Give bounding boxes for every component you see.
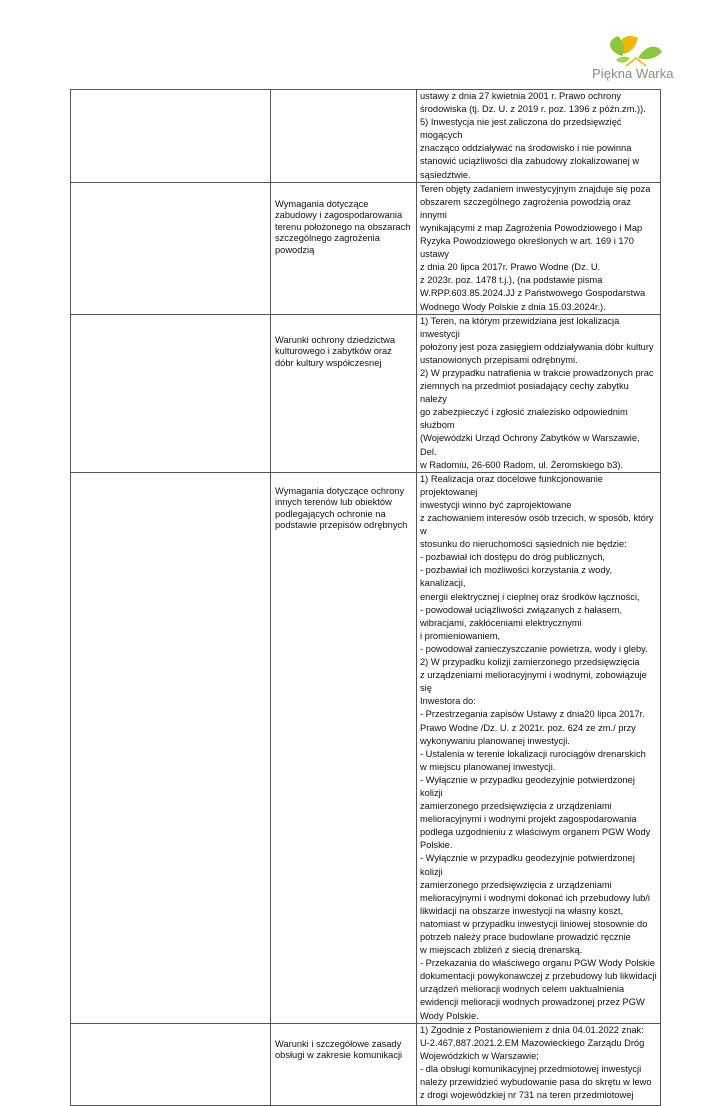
table-row [71, 472, 661, 1023]
row-content-cell [417, 90, 661, 183]
row-label: Warunki ochrony dziedzictwa kulturowego i zabytków oraz dóbr kultury współczesnej [275, 334, 396, 368]
row-content-cell [417, 182, 661, 314]
empty-cell [71, 90, 271, 183]
row-label-cell [271, 472, 417, 1023]
table-row [71, 90, 661, 183]
row-label: Wymagania dotyczące zabudowy i zagospodarowania terenu położonego na obszarach szczególnego zagrożenia powodzią [275, 198, 411, 255]
table-row [71, 182, 661, 314]
table-row [71, 314, 661, 472]
table-row [71, 1023, 661, 1105]
row-content: 1) Realizacja oraz docelowe funkcjonowanie projektowanej inwestycji winno być zaprojektowane z zachowaniem interesów osób trzecich, w sposób, który w stosunku do nieruchomości sąsiednich nie będzie: - pozbawiał ich dostępu do dróg publicznych, - pozbawiał ich możliwości korzystania z wody, kanalizacji, energii elektrycznej i cieplnej oraz środków łączności, - powodował uciążliwości związanych z hałasem, wibracjami, zakłóceniami elektrycznymi i promieniowaniem, - powodował zanieczyszczanie powietrza, wody i gleby. 2) W przypadku kolizji zamierzonego przedsięwzięcia z urządzeniami melioracyjnymi i wodnymi, zobowiązuje się Inwestora do: - Przestrzegania zapisów Ustawy z dnia20 lipca 2017r. Prawo Wodne /Dz. U. z 2021r. poz. 624 ze zm./ przy wykonywaniu planowanej inwestycji. - Ustalenia w terenie lokalizacji rurociągów drenarskich w miejscu planowanej inwestycji. - Wyłącznie w przypadku geodezyjnie potwierdzonej kolizji zamierzonego przedsięwzięcia z urządzeniami melioracyjnymi i wodnymi projekt zagospodarowania podlega uzgodnieniu z właściwym organem PGW Wody Polskie. - Wyłącznie w przypadku geodezyjnie potwierdzonej kolizji zamierzonego przedsięwzięcia z urządzeniami melioracyjnymi i wodnymi dokonać ich przebudowy lub/i likwidacji na obszarze inwestycji na własny koszt, natomiast w przypadku inwestycji liniowej stosownie do potrzeb należy prace budowlane prowadzić ręcznie w miejscach zbliżeń z siecią drenarską. - Przekazania do właściwego organu PGW Wody Polskie dokumentacji powykonawczej z przebudowy lub likwidacji urządzeń melioracji wodnych celem uaktualnienia ewidencji melioracji wodnych prowadzonej przez PGW Wody Polskie. [420, 473, 657, 1021]
row-label-cell [271, 314, 417, 472]
row-content-cell [417, 314, 661, 472]
row-content: 1) Teren, na którym przewidziana jest lokalizacja inwestycji położony jest poza zasięgiem oddziaływania dóbr kultury ustanowionych przepisami odrębnymi. 2) W przypadku natrafienia w trakcie prowadzonych prac ziemnych na przedmiot posiadający cechy zabytku należy go zabezpieczyć i zgłosić znalezisko odpowiednim służbom (Wojewódzki Urząd Ochrony Zabytków w Warszawie, Del. w Radomiu, 26-600 Radom, ul. Żeromskiego b3). [420, 315, 654, 470]
row-label-cell [271, 182, 417, 314]
empty-cell [71, 472, 271, 1023]
row-label-cell [271, 90, 417, 183]
row-label: Wymagania dotyczące ochrony innych terenów lub obiektów podlegających ochronie na podstawie przepisów odrębnych [275, 485, 408, 531]
row-content-cell [417, 472, 661, 1023]
empty-cell [71, 314, 271, 472]
row-content-cell [417, 1023, 661, 1105]
row-label: Warunki i szczegółowe zasady obsługi w zakresie komunikacji [275, 1038, 403, 1061]
logo-text: Piękna Warka [592, 66, 674, 81]
empty-cell [71, 182, 271, 314]
row-content: ustawy z dnia 27 kwietnia 2001 r. Prawo ochrony środowiska (tj. Dz. U. z 2019 r. poz. 1396 z późn.zm.)). 5) Inwestycja nie jest zaliczona do przedsięwzięć mogących znacząco oddziaływać na środowisko i nie powinna stanowić uciążliwości dla zabudowy zlokalizowanej w sąsiedztwie. [420, 91, 646, 180]
row-content: 1) Zgodnie z Postanowieniem z dnia 04.01.2022 znak: U-2.467.887.2021.2.EM Mazowieckiego Zarządu Dróg Wojewódzkich w Warszawie; - dla obsługi komunikacyjnej przedmiotowej inwestycji należy przewidzieć wybudowanie pasa do skrętu w lewo z drogi wojewódzkiej nr 731 na teren przedmiotowej [420, 1024, 652, 1101]
document-table [70, 89, 661, 1106]
row-content: Teren objęty zadaniem inwestycyjnym znajduje się poza obszarem szczególnego zagrożenia powodzią oraz innymi wynikającymi z map Zagrożenia Powodziowego i Map Ryzyka Powodziowego określonych w art. 169 i 170 ustawy z dnia 20 lipca 2017r. Prawo Wodne (Dz. U. z 2023r. poz. 1478 t.j.), (na podstawie pisma W.RPP.603.85.2024.JJ z Państwowego Gospodarstwa Wodnego Wody Polskie z dnia 15.03.2024r.). [420, 183, 651, 312]
empty-cell [71, 1023, 271, 1105]
row-label-cell [271, 1023, 417, 1105]
